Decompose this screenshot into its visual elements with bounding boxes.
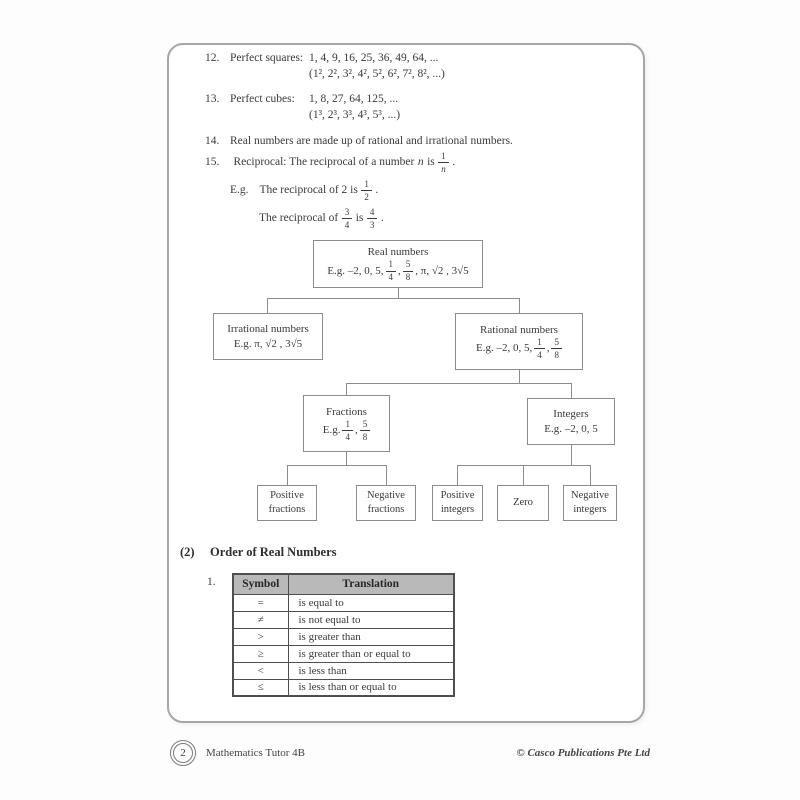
tree-connector — [519, 370, 520, 383]
table-header-symbol: Symbol — [233, 574, 288, 594]
book-title: Mathematics Tutor 4B — [206, 747, 306, 759]
table-row — [233, 645, 454, 662]
tree-connector — [571, 384, 572, 398]
item-text: Real numbers are made up of rational and irrational numbers. — [230, 135, 513, 147]
table-header-translation: Translation — [288, 574, 454, 594]
fraction: $\frac{4}{3}$ — [367, 207, 378, 231]
node-title: Integers — [553, 408, 589, 421]
symbol-cell: < — [233, 662, 288, 679]
fraction: $\frac{1}{4}$ — [386, 259, 397, 283]
tree-connector — [571, 445, 572, 465]
tree-node-negative-fractions: Negative fractions — [356, 485, 416, 521]
item-values: 1, 4, 9, 16, 25, 36, 49, 64, ... — [309, 52, 439, 64]
symbol-cell: > — [233, 628, 288, 645]
item-text: is — [427, 155, 435, 168]
node-examples: E.g. $\frac{1}{4}$ , $\frac{5}{8}$ — [323, 419, 370, 443]
symbol-cell: ≤ — [233, 679, 288, 696]
list-item-13-line2: (1³, 2³, 3³, 4³, 5³, ...) — [309, 109, 401, 121]
fraction: $\frac{1}{2}$ — [361, 179, 372, 203]
tree-connector — [287, 465, 387, 466]
table-row — [233, 628, 454, 645]
tree-connector — [346, 452, 347, 465]
node-title: Fractions — [326, 405, 367, 418]
node-title: Rational numbers — [480, 323, 558, 336]
item-values: 1, 8, 27, 64, 125, ... — [309, 93, 399, 105]
page-number: 2 — [173, 743, 193, 763]
tree-connector — [519, 299, 520, 313]
item-text: Reciprocal: The reciprocal of a number — [233, 155, 415, 168]
item-number: 13. — [205, 93, 220, 105]
symbol-cell: = — [233, 594, 288, 611]
section-heading — [180, 545, 336, 560]
page-number-badge — [170, 740, 196, 766]
list-item-14 — [205, 135, 513, 149]
tree-connector — [267, 299, 268, 313]
fraction: $\frac{1}{4}$ — [342, 419, 353, 443]
tree-connector — [346, 383, 572, 384]
tree-node-positive-integers: Positive integers — [432, 485, 483, 521]
eg-label: E.g. — [230, 183, 249, 196]
tree-connector — [457, 466, 458, 485]
translation-cell: is not equal to — [288, 611, 454, 628]
fraction: $\frac{1}{n}$ — [438, 151, 449, 175]
item-label: Perfect cubes: — [230, 93, 295, 105]
section-number: (2) — [180, 545, 195, 559]
tree-node-zero: Zero — [497, 485, 549, 521]
node-examples: E.g. –2, 0, 5, $\frac{1}{4}$ , $\frac{5}{8}$ , π, √2 , 3√5 — [327, 259, 469, 283]
symbol-cell: ≥ — [233, 645, 288, 662]
node-examples: E.g. π, √2 , 3√5 — [233, 337, 303, 350]
fraction: $\frac{3}{4}$ — [342, 207, 353, 231]
translation-cell: is less than or equal to — [288, 679, 454, 696]
tree-connector — [386, 466, 387, 485]
fraction: $\frac{5}{8}$ — [360, 419, 371, 443]
node-title: Real numbers — [367, 246, 429, 259]
tree-node-positive-fractions: Positive fractions — [257, 485, 317, 521]
tree-connector — [590, 466, 591, 485]
eg-text: The reciprocal of 2 is — [259, 183, 358, 196]
translation-cell: is equal to — [288, 594, 454, 611]
list-item-13 — [205, 93, 398, 107]
fraction: $\frac{5}{8}$ — [551, 337, 562, 361]
tree-connector — [346, 384, 347, 395]
table-row — [233, 662, 454, 679]
item-number: 14. — [205, 135, 220, 147]
list-item-12 — [205, 52, 438, 66]
table-header-row — [233, 574, 454, 594]
item-number: 12. — [205, 52, 220, 64]
eg-text: The reciprocal of — [259, 211, 339, 224]
node-examples: E.g. –2, 0, 5, $\frac{1}{4}$ , $\frac{5}{8}$ — [476, 337, 562, 361]
tree-connector — [267, 298, 520, 299]
tree-connector — [457, 465, 591, 466]
tree-node-rational-numbers — [455, 313, 583, 370]
tree-connector — [398, 288, 399, 298]
tree-node-irrational-numbers — [213, 313, 323, 360]
fraction: $\frac{5}{8}$ — [403, 259, 414, 283]
tree-connector — [523, 466, 524, 485]
translation-cell: is greater than or equal to — [288, 645, 454, 662]
node-title: Irrational numbers — [227, 323, 309, 336]
example-line-1 — [230, 179, 378, 203]
period: . — [380, 211, 384, 224]
symbol-table — [232, 573, 455, 697]
symbol-cell: ≠ — [233, 611, 288, 628]
tree-connector — [287, 466, 288, 485]
tree-node-fractions — [303, 395, 390, 452]
table-item-number: 1. — [207, 576, 216, 588]
tree-node-negative-integers: Negative integers — [563, 485, 617, 521]
fraction: $\frac{1}{4}$ — [534, 337, 545, 361]
list-item-12-line2: (1², 2², 3², 4², 5², 6², 7², 8², ...) — [309, 68, 445, 80]
section-title: Order of Real Numbers — [210, 545, 337, 559]
table-row — [233, 594, 454, 611]
page-sheet — [167, 43, 645, 723]
copyright-notice: © Casco Publications Pte Ltd — [516, 747, 650, 759]
tree-node-integers — [527, 398, 615, 445]
tree-node-real-numbers — [313, 240, 483, 288]
example-line-2 — [259, 207, 384, 231]
translation-cell: is less than — [288, 662, 454, 679]
list-item-15 — [205, 151, 455, 175]
item-number: 15. — [205, 155, 220, 168]
table-row — [233, 679, 454, 696]
item-label: Perfect squares: — [230, 52, 304, 64]
translation-cell: is greater than — [288, 628, 454, 645]
period: . — [375, 183, 379, 196]
variable-n: n — [417, 155, 424, 168]
node-examples: E.g. –2, 0, 5 — [544, 422, 598, 435]
eg-text: is — [355, 211, 364, 224]
table-row — [233, 611, 454, 628]
period: . — [452, 155, 456, 168]
